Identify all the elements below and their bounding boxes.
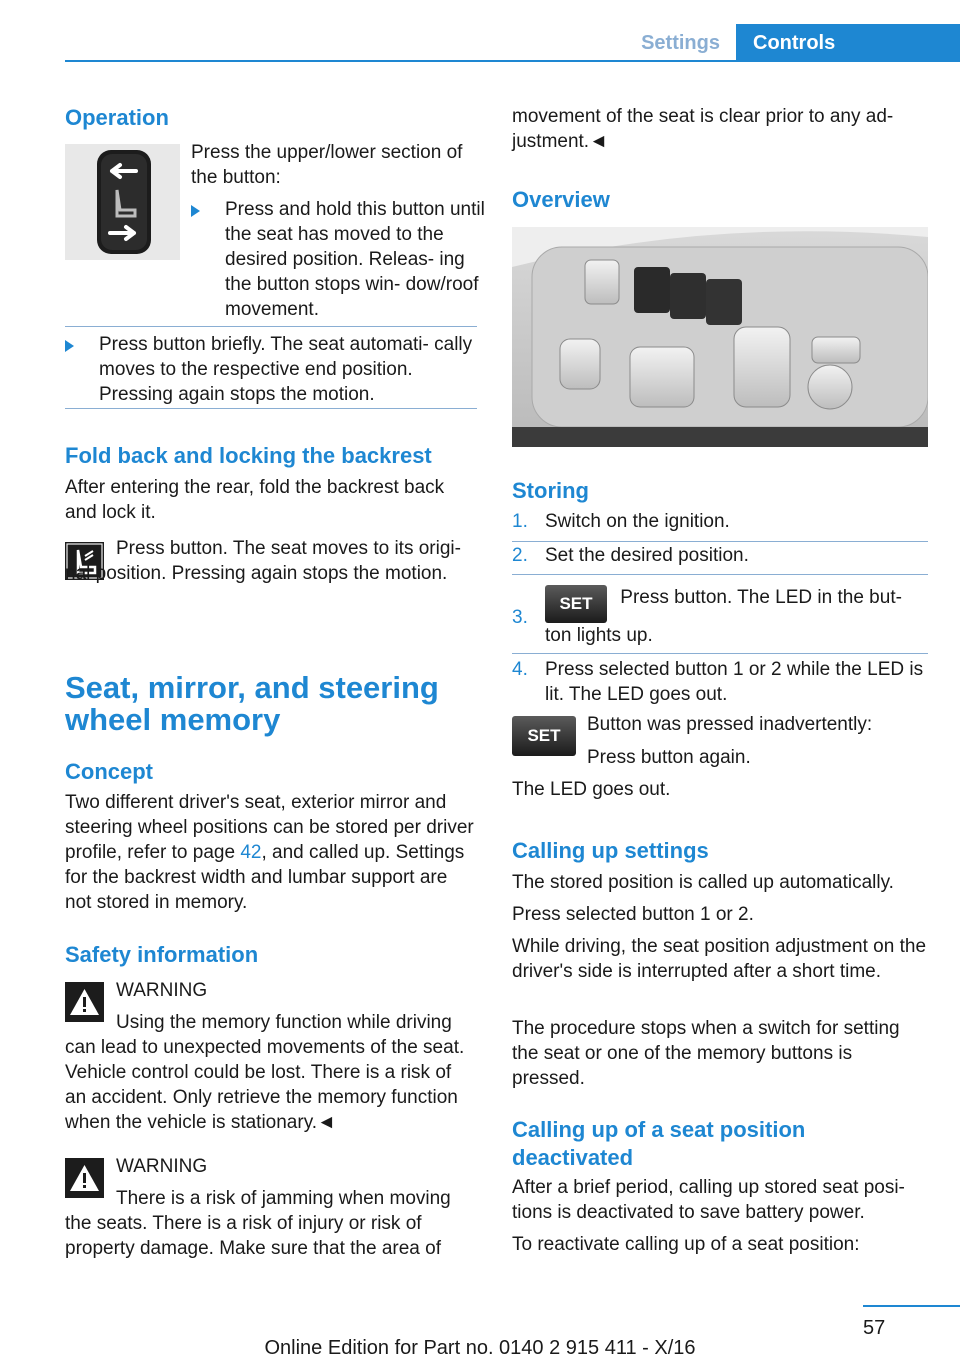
calling-text: The stored position is called up automatically. — [512, 872, 894, 893]
warning-label: WARNING — [116, 980, 208, 1001]
fold-heading: Fold back and locking the backrest — [65, 443, 432, 468]
warning-text: Using the memory function while driving can lead to unexpected movements of the seat. Vehicle control could be lost. There is a risk of an accident. Only retrieve the memory function when the vehicle is stationary.◄ — [65, 1012, 465, 1133]
set-button-icon: SET — [512, 716, 576, 756]
memory-title: Seat, mirror, and steering wheel memory — [65, 670, 439, 737]
step-text: Set the desired position. — [545, 545, 749, 566]
divider — [65, 408, 477, 409]
concept-text: Two different driver's seat, exterior mirror and steering wheel positions can be stored per driver profile, refer to page 42, and called up. Settings for the backrest width and lumbar support are not stored in memory. — [65, 792, 474, 913]
footer-rule — [863, 1305, 960, 1307]
step-number: 4. — [512, 659, 528, 680]
calling-text: While driving, the seat position adjustment on the driver's side is interrupted after a short time. — [512, 936, 927, 982]
page-header — [65, 24, 960, 62]
triangle-bullet-icon — [191, 205, 200, 217]
deactivated-heading: Calling up of a seat position deactivated — [512, 1117, 806, 1170]
calling-heading: Calling up settings — [512, 838, 709, 863]
step-text: Switch on the ignition. — [545, 511, 730, 532]
press-again-text: Press button again. — [587, 747, 751, 768]
page-link[interactable]: 42 — [240, 842, 262, 863]
calling-text: The procedure stops when a switch for setting the seat or one of the memory buttons is pressed. — [512, 1018, 900, 1089]
step-number: 3. — [512, 607, 528, 628]
calling-text: Press selected button 1 or 2. — [512, 904, 754, 925]
step-item — [512, 575, 928, 653]
operation-intro: Press the upper/lower section of the button: — [191, 142, 463, 188]
bullet-hold — [191, 197, 485, 322]
page-number: 57 — [863, 1317, 886, 1339]
concept-heading: Concept — [65, 759, 153, 784]
bullet-brief-text: Press button briefly. The seat automati- cally moves to the respective end position. Pressing again stops the motion. — [99, 334, 473, 405]
continued-text: movement of the seat is clear prior to any ad- justment.◄ — [512, 106, 894, 152]
triangle-bullet-icon — [65, 340, 74, 352]
step-text: Press selected button 1 or 2 while the LED is lit. The LED goes out. — [545, 659, 924, 705]
operation-heading: Operation — [65, 105, 169, 130]
step-text: Press button. The LED in the but- ton lights up. — [545, 587, 902, 646]
bullet-brief — [65, 332, 477, 407]
inadvertent-text: Button was pressed inadvertently: — [587, 714, 873, 735]
step-item — [512, 509, 928, 541]
fold-text: After entering the rear, fold the backrest back and lock it. — [65, 477, 445, 523]
seat-button-image — [65, 144, 180, 260]
step-number: 1. — [512, 511, 528, 532]
fold-press-text: Press button. The seat moves to its origi- nal position. Pressing again stops the motion. — [65, 538, 461, 584]
step-number: 2. — [512, 545, 528, 566]
tab-settings[interactable]: Settings — [641, 32, 720, 54]
step-item — [512, 654, 928, 714]
step-item — [512, 542, 928, 574]
storing-heading: Storing — [512, 478, 589, 503]
safety-heading: Safety information — [65, 942, 259, 967]
tab-controls[interactable]: Controls — [736, 24, 960, 62]
seat-controls-photo — [512, 227, 928, 447]
deactivated-text: To reactivate calling up of a seat position: — [512, 1234, 860, 1255]
warning-label: WARNING — [116, 1156, 208, 1177]
divider — [65, 326, 477, 327]
footer-edition: Online Edition for Part no. 0140 2 915 411 - X/16 — [264, 1337, 696, 1359]
bullet-hold-text: Press and hold this button until the seat has moved to the desired position. Releas- ing the button stops win- dow/roof movement. — [225, 199, 485, 320]
left-column — [65, 100, 485, 1259]
storing-steps — [512, 509, 928, 714]
overview-heading: Overview — [512, 187, 610, 212]
warning-text: There is a risk of jamming when moving the seats. There is a risk of injury or risk of property damage. Make sure that the area of — [65, 1188, 451, 1259]
led-out-text: The LED goes out. — [512, 779, 671, 800]
deactivated-text: After a brief period, calling up stored seat posi- tions is deactivated to save battery power. — [512, 1177, 905, 1223]
set-button-icon: SET — [545, 585, 607, 623]
